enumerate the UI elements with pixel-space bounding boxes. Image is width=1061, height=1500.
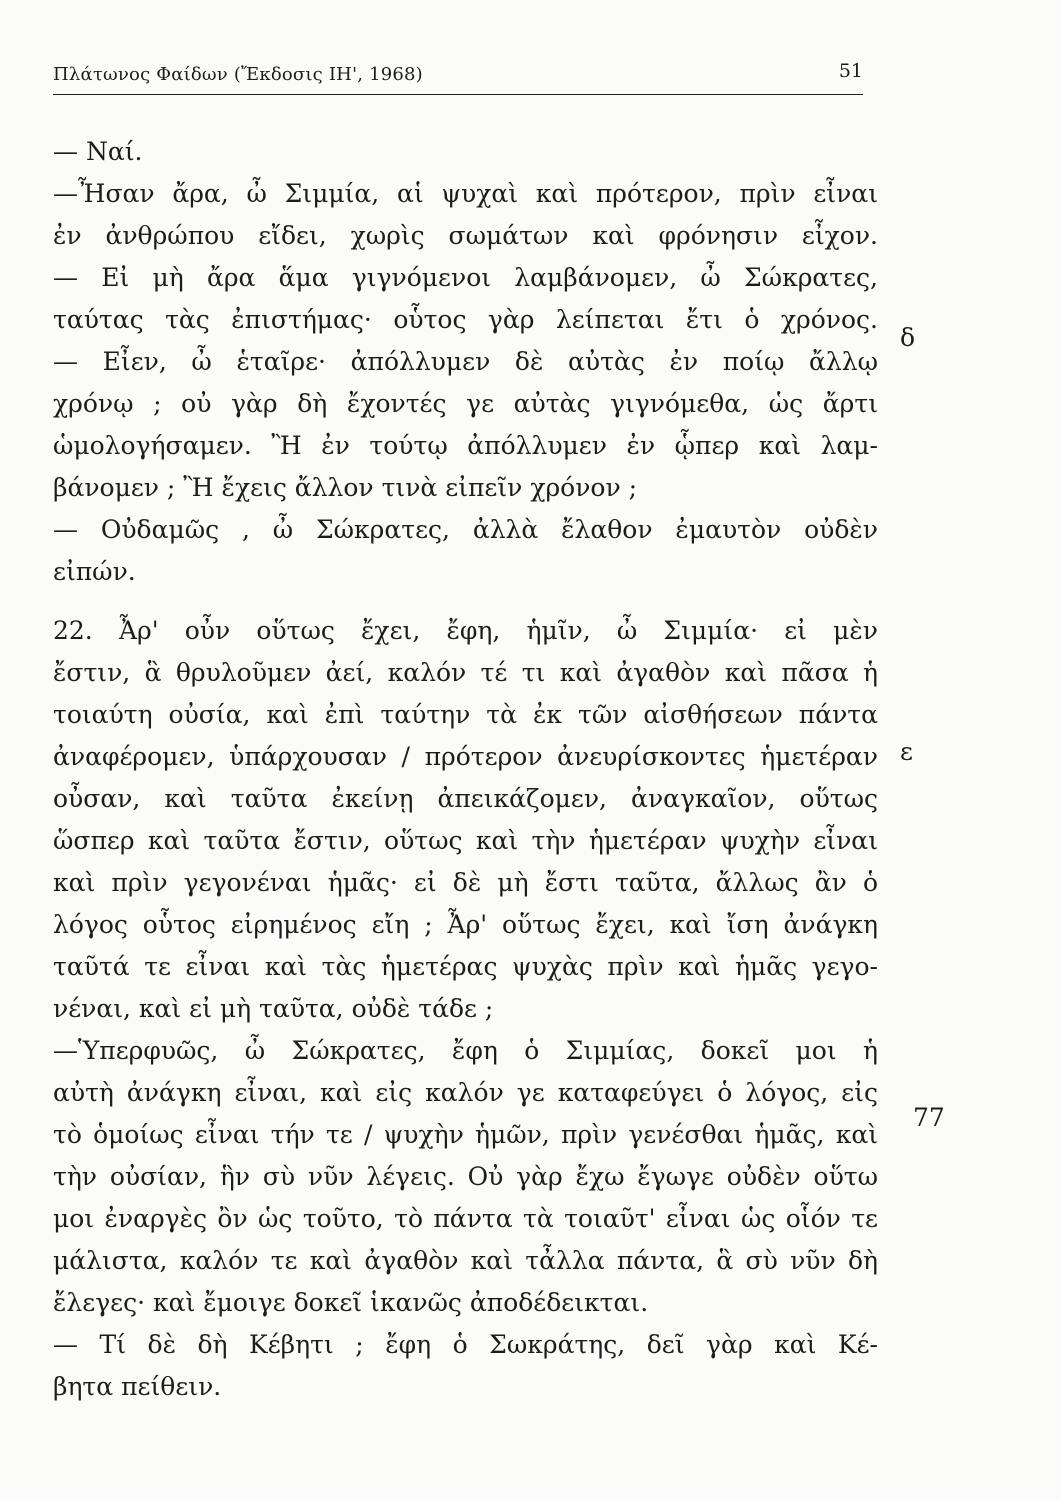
- section-22-line-9: ταῦτά τε εἶναι καὶ τὰς ἡμετέρας ψυχὰς πρὶν καὶ ἡμᾶς γεγο-: [53, 952, 878, 981]
- section-22-line-8: λόγος οὗτος εἰρημένος εἴη ; Ἆρ' οὕτως ἔχει, καὶ ἴση ἀνάγκη: [53, 910, 878, 939]
- section-22-line-4: ἀναφέρομεν, ὑπάρχουσαν / πρότερον ἀνευρίσκοντες ἡμετέραν: [53, 742, 878, 771]
- running-head: Πλάτωνος Φαίδων (Ἔκδοσις ΙΗ', 1968): [53, 64, 423, 85]
- text-line-4: — Εἰ μὴ ἄρα ἅμα γιγνόμενοι λαμβάνομεν, ὦ Σώκρατες,: [53, 263, 878, 292]
- text-line-10: — Οὐδαμῶς , ὦ Σώκρατες, ἀλλὰ ἔλαθον ἐμαυτὸν οὐδὲν: [53, 515, 878, 544]
- text-line-5: ταύτας τὰς ἐπιστήμας· οὗτος γὰρ λείπεται ἔτι ὁ χρόνος.: [53, 305, 878, 334]
- stephanus-marker-delta: δ: [900, 323, 916, 352]
- section-22-line-18: — Τί δὲ δὴ Κέβητι ; ἔφη ὁ Σωκράτης, δεῖ γὰρ καὶ Κέ-: [53, 1330, 878, 1359]
- section-22-line-10: νέναι, καὶ εἰ μὴ ταῦτα, οὐδὲ τάδε ;: [53, 994, 494, 1023]
- section-22-line-3: τοιαύτη οὐσία, καὶ ἐπὶ ταύτην τὰ ἐκ τῶν αἰσθήσεων πάντα: [53, 700, 878, 729]
- section-22-line-19: βητα πείθειν.: [53, 1372, 222, 1401]
- page-number: 51: [838, 60, 863, 82]
- section-22-line-14: τὴν οὐσίαν, ἣν σὺ νῦν λέγεις. Οὐ γὰρ ἔχω ἔγωγε οὐδὲν οὕτω: [53, 1162, 878, 1191]
- text-line-8: ὡμολογήσαμεν. Ἢ ἐν τούτῳ ἀπόλλυμεν ἐν ᾧπερ καὶ λαμ-: [53, 431, 878, 460]
- dialogue-text: [53, 130, 878, 1401]
- text-line-3: ἐν ἀνθρώπου εἴδει, χωρὶς σωμάτων καὶ φρόνησιν εἶχον.: [53, 221, 878, 250]
- section-22-line-16: μάλιστα, καλόν τε καὶ ἀγαθὸν καὶ τἆλλα πάντα, ἃ σὺ νῦν δὴ: [53, 1246, 878, 1275]
- section-22-line-6: ὥσπερ καὶ ταῦτα ἔστιν, οὕτως καὶ τὴν ἡμετέραν ψυχὴν εἶναι: [53, 826, 878, 855]
- text-line-11: εἰπών.: [53, 557, 136, 586]
- text-line-7: χρόνῳ ; οὐ γὰρ δὴ ἔχοντές γε αὐτὰς γιγνόμεθα, ὡς ἄρτι: [53, 389, 878, 418]
- stephanus-marker-epsilon: ε: [900, 737, 913, 766]
- section-22-line-15: μοι ἐναργὲς ὂν ὡς τοῦτο, τὸ πάντα τὰ τοιαῦτ' εἶναι ὡς οἷόν τε: [53, 1204, 878, 1233]
- text-line-1: — Ναί.: [53, 137, 143, 166]
- section-22-line-11: —Ὑπερφυῶς, ὦ Σώκρατες, ἔφη ὁ Σιμμίας, δοκεῖ μοι ἡ: [53, 1036, 878, 1065]
- section-22-line-13: τὸ ὁμοίως εἶναι τήν τε / ψυχὴν ἡμῶν, πρὶν γενέσθαι ἡμᾶς, καὶ: [53, 1120, 878, 1149]
- section-22-line-5: οὖσαν, καὶ ταῦτα ἐκείνῃ ἀπεικάζομεν, ἀναγκαῖον, οὕτως: [53, 784, 878, 813]
- section-22-line-17: ἔλεγες· καὶ ἔμοιγε δοκεῖ ἱκανῶς ἀποδέδεικται.: [53, 1288, 649, 1317]
- section-22-line-2: ἔστιν, ἃ θρυλοῦμεν ἀεί, καλόν τέ τι καὶ ἀγαθὸν καὶ πᾶσα ἡ: [53, 658, 878, 687]
- text-line-6: — Εἶεν, ὦ ἑταῖρε· ἀπόλλυμεν δὲ αὐτὰς ἐν ποίῳ ἄλλῳ: [53, 347, 878, 376]
- section-22-line-7: καὶ πρὶν γεγονέναι ἡμᾶς· εἰ δὲ μὴ ἔστι ταῦτα, ἄλλως ἂν ὁ: [53, 868, 878, 897]
- section-22-line-12: αὐτὴ ἀνάγκη εἶναι, καὶ εἰς καλόν γε καταφεύγει ὁ λόγος, εἰς: [53, 1078, 878, 1107]
- text-line-9: βάνομεν ; Ἢ ἔχεις ἄλλον τινὰ εἰπεῖν χρόνον ;: [53, 473, 638, 502]
- text-line-2: —Ἦσαν ἄρα, ὦ Σιμμία, αἱ ψυχαὶ καὶ πρότερον, πρὶν εἶναι: [53, 179, 878, 208]
- page-header: [53, 60, 863, 95]
- stephanus-page-77: 77: [913, 1103, 945, 1132]
- section-22-line-1: 22. Ἆρ' οὖν οὕτως ἔχει, ἔφη, ἡμῖν, ὦ Σιμμία· εἰ μὲν: [53, 616, 878, 645]
